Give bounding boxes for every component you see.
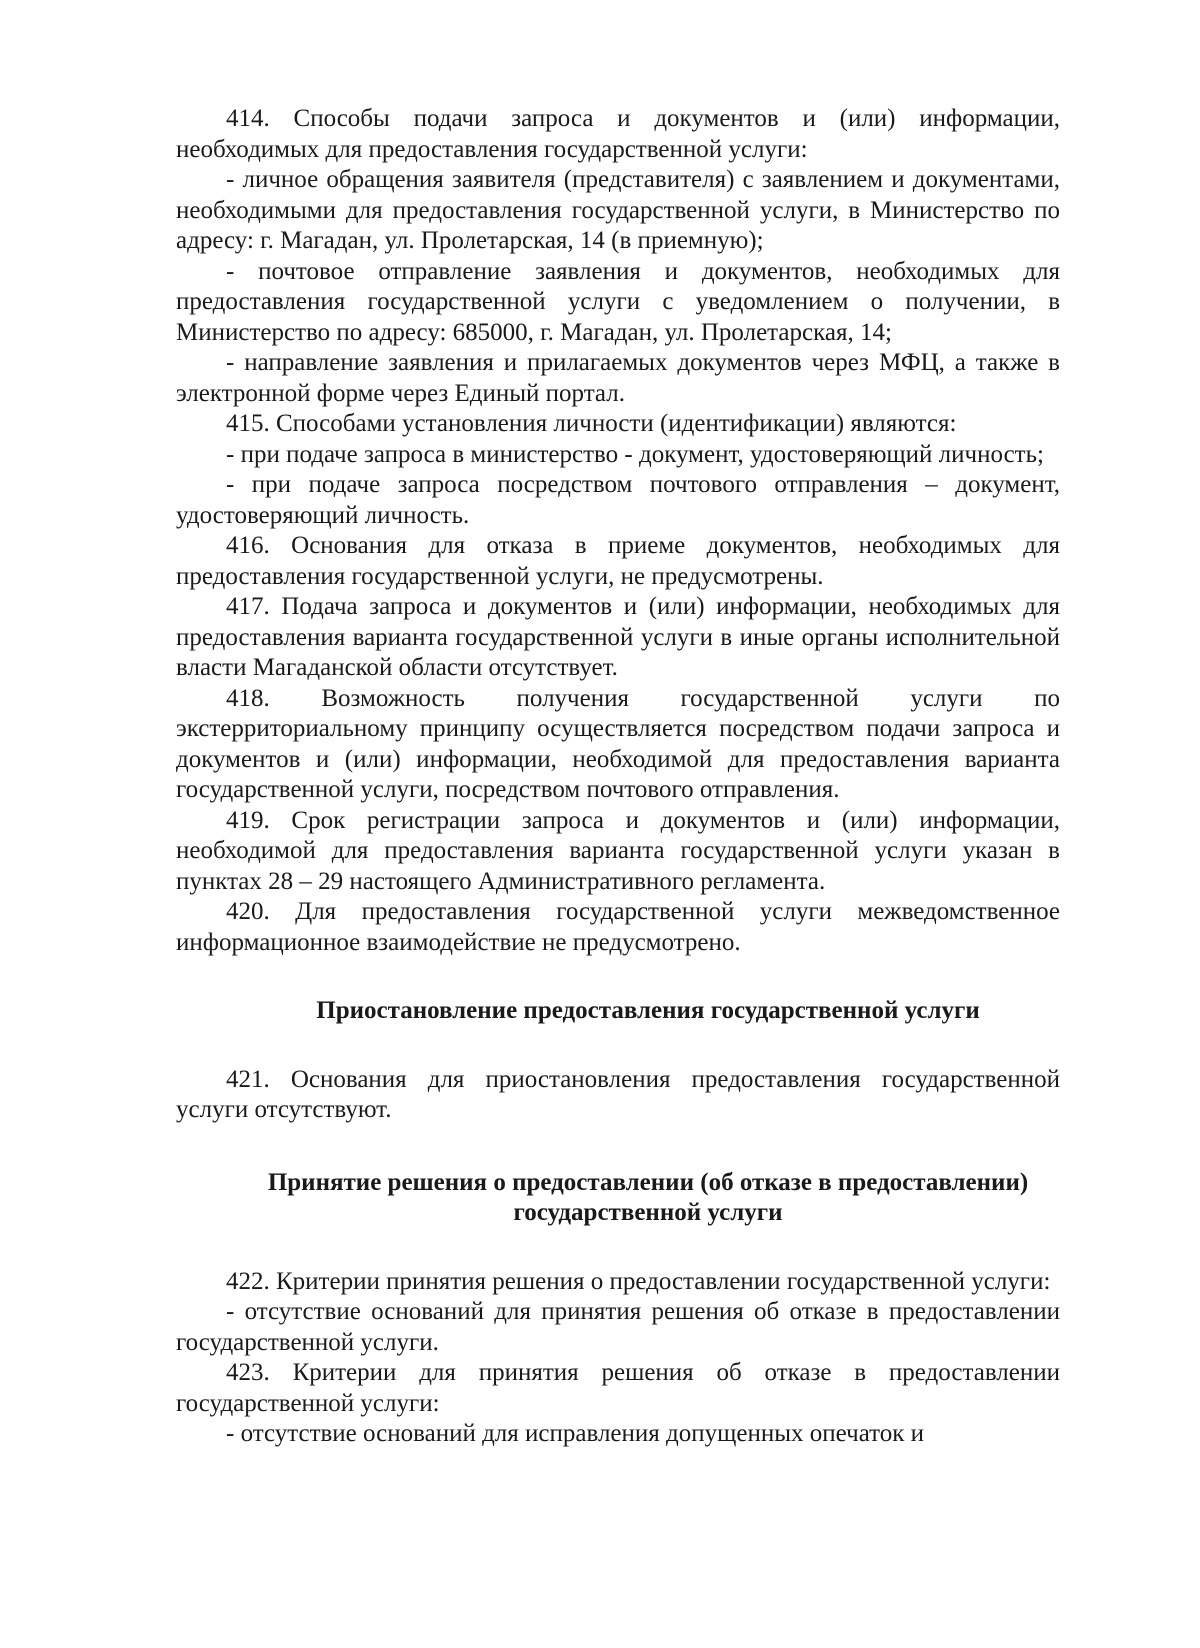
- paragraph-422-item: - отсутствие оснований для принятия решения об отказе в предоставлении государственной услуги.: [176, 1298, 1060, 1356]
- paragraph-414-item-mfc: - направление заявления и прилагаемых документов через МФЦ, а также в электронной форме через Единый портал.: [176, 349, 1060, 407]
- paragraph-422: 422. Критерии принятия решения о предоставлении государственной услуги:: [226, 1267, 1051, 1295]
- paragraph-414-item-mail: - почтовое отправление заявления и документов, необходимых для предоставления государственной услуги с уведомлением о получении, в Министерство по адресу: 685000, г. Магадан, ул. Пролетарская, 14;: [176, 257, 1060, 346]
- paragraph-421: 421. Основания для приостановления предоставления государственной услуги отсутствуют.: [176, 1065, 1060, 1123]
- paragraph-416: 416. Основания для отказа в приеме документов, необходимых для предоставления государственной услуги, не предусмотрены.: [176, 532, 1060, 590]
- section-heading-decision: [176, 1168, 1060, 1229]
- paragraph-415: 415. Способами установления личности (идентификации) являются:: [226, 410, 957, 437]
- paragraph-417: 417. Подача запроса и документов и (или) информации, необходимых для предоставления варианта государственной услуги в иные органы исполнительной власти Магаданской области отсутствует.: [176, 593, 1060, 681]
- paragraph-418: 418. Возможность получения государственной услуги по экстерриториальному принципу осуществляется посредством подачи запроса и документов и (или) информации, необходимой для предоставления варианта государственной услуги, посредством почтового отправления.: [176, 684, 1060, 803]
- paragraph-414-item-personal: - личное обращения заявителя (представителя) с заявлением и документами, необходимыми для предоставления государственной услуги, в Министерство по адресу: г. Магадан, ул. Пролетарская, 14 (в приемную);: [176, 166, 1060, 254]
- paragraph-423-item: - отсутствие оснований для исправления допущенных опечаток и: [226, 1420, 925, 1447]
- section-heading-decision-line2: государственной услуги: [513, 1199, 783, 1226]
- paragraph-423: 423. Критерии для принятия решения об отказе в предоставлении государственной услуги:: [176, 1359, 1060, 1417]
- section-heading-decision-line1: Принятие решения о предоставлении (об отказе в предоставлении): [267, 1168, 1029, 1196]
- document-page: [176, 104, 1060, 1450]
- paragraph-415-item-mail: - при подаче запроса посредством почтового отправления – документ, удостоверяющий личность.: [176, 471, 1060, 529]
- section-heading-suspension: Приостановление предоставления государственной услуги: [316, 997, 980, 1024]
- paragraph-419: 419. Срок регистрации запроса и документов и (или) информации, необходимой для предоставления варианта государственной услуги указан в пунктах 28 – 29 настоящего Административного регламента.: [176, 806, 1060, 895]
- paragraph-420: 420. Для предоставления государственной услуги межведомственное информационное взаимодействие не предусмотрено.: [176, 898, 1060, 956]
- paragraph-415-item-ministry: - при подаче запроса в министерство - документ, удостоверяющий личность;: [226, 440, 1044, 468]
- paragraph-414: 414. Способы подачи запроса и документов и (или) информации, необходимых для предоставления государственной услуги:: [176, 105, 1060, 163]
